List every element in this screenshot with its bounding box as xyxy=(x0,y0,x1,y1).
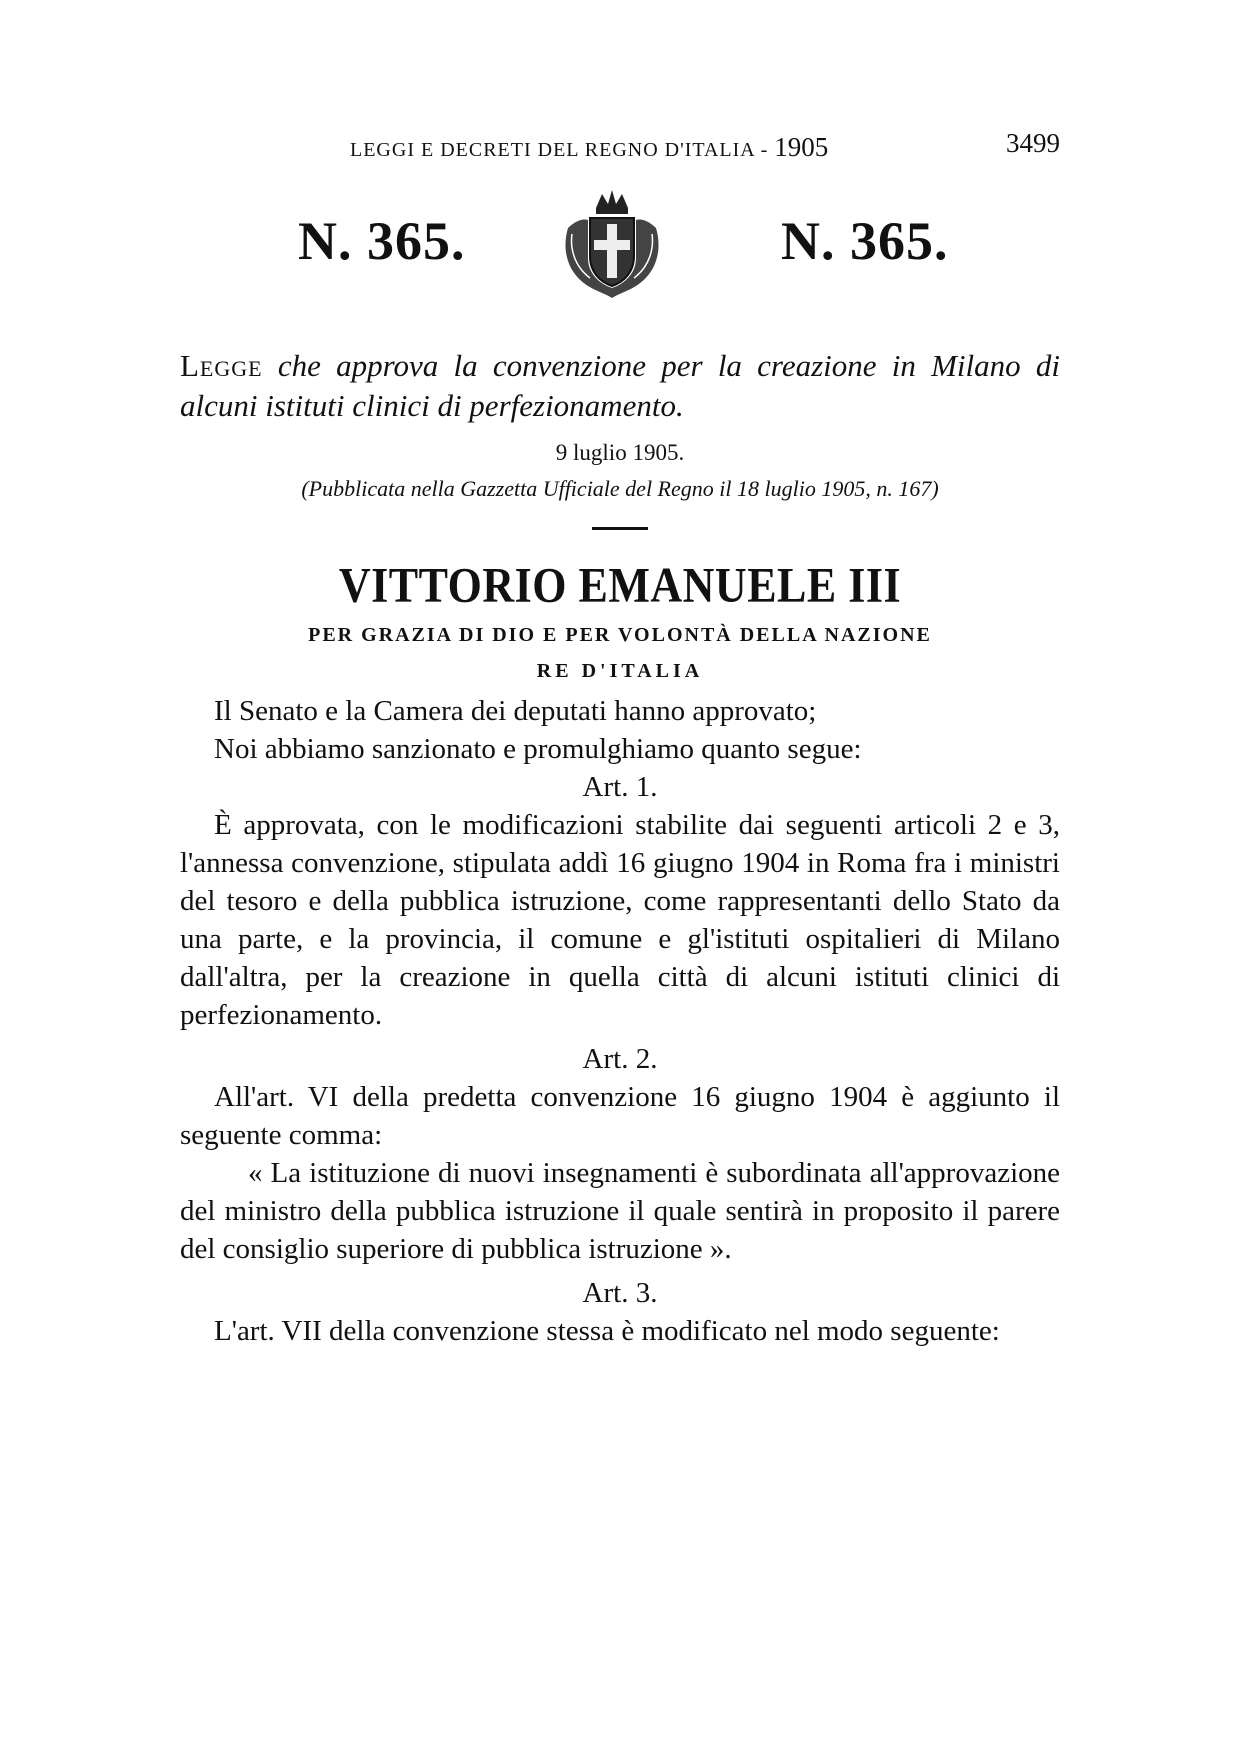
law-title xyxy=(180,346,1060,426)
publication-note: (Pubblicata nella Gazzetta Ufficiale del Regno il 18 luglio 1905, n. 167) xyxy=(301,476,939,501)
law-number-right: N. 365. xyxy=(781,211,949,271)
article-heading: Art. 1. xyxy=(582,771,658,803)
page-number: 3499 xyxy=(1006,128,1060,158)
law-date: 9 luglio 1905. xyxy=(555,440,685,465)
article-paragraph: È approvata, con le modificazioni stabilite dai seguenti articoli 2 e 3, l'annessa convenzione, stipulata addì 16 giugno 1904 in Roma fra i ministri del tesoro e della pubblica istruzione, come rappresentanti dello Stato da una parte, e la provincia, il comune e gl'istituti ospitalieri di Milano dall'altra, per la creazione in quella città di alcuni istituti clinici di perfezionamento. xyxy=(180,809,1060,1031)
article-heading: Art. 2. xyxy=(582,1043,658,1075)
law-body xyxy=(180,692,1060,1350)
sovereign-name: VITTORIO EMANUELE III xyxy=(338,558,902,613)
article-quote: « La istituzione di nuovi insegnamenti è subordinata all'approvazione del ministro della pubblica istruzione il quale sentirà in proposito il parere del consiglio superiore di pubblica istruzione ». xyxy=(180,1157,1060,1265)
royal-coat-of-arms-icon xyxy=(558,188,666,300)
running-head-title-text: LEGGI E DECRETI DEL REGNO D'ITALIA - xyxy=(350,139,775,161)
article-paragraph: L'art. VII della convenzione stessa è modificato nel modo seguente: xyxy=(214,1315,1000,1347)
article-heading: Art. 3. xyxy=(582,1277,658,1309)
running-head-title xyxy=(350,132,828,163)
sovereign-formula: PER GRAZIA DI DIO E PER VOLONTÀ DELLA NAZIONE xyxy=(308,624,932,646)
article-paragraph: All'art. VI della predetta convenzione 16 giugno 1904 è aggiunto il seguente comma: xyxy=(180,1081,1060,1151)
running-head xyxy=(180,128,1060,164)
preamble-line: Noi abbiamo sanzionato e promulghiamo quanto segue: xyxy=(214,733,862,765)
law-title-lead: Legge xyxy=(180,348,263,383)
running-head-year: 1905 xyxy=(774,132,829,162)
sovereign-title: RE D'ITALIA xyxy=(536,660,704,682)
divider xyxy=(592,527,648,530)
law-title-text: che approva la convenzione per la creazione in Milano di alcuni istituti clinici di perfezionamento. xyxy=(180,348,1060,423)
law-number-left: N. 365. xyxy=(298,211,466,271)
preamble-line: Il Senato e la Camera dei deputati hanno approvato; xyxy=(214,695,817,727)
